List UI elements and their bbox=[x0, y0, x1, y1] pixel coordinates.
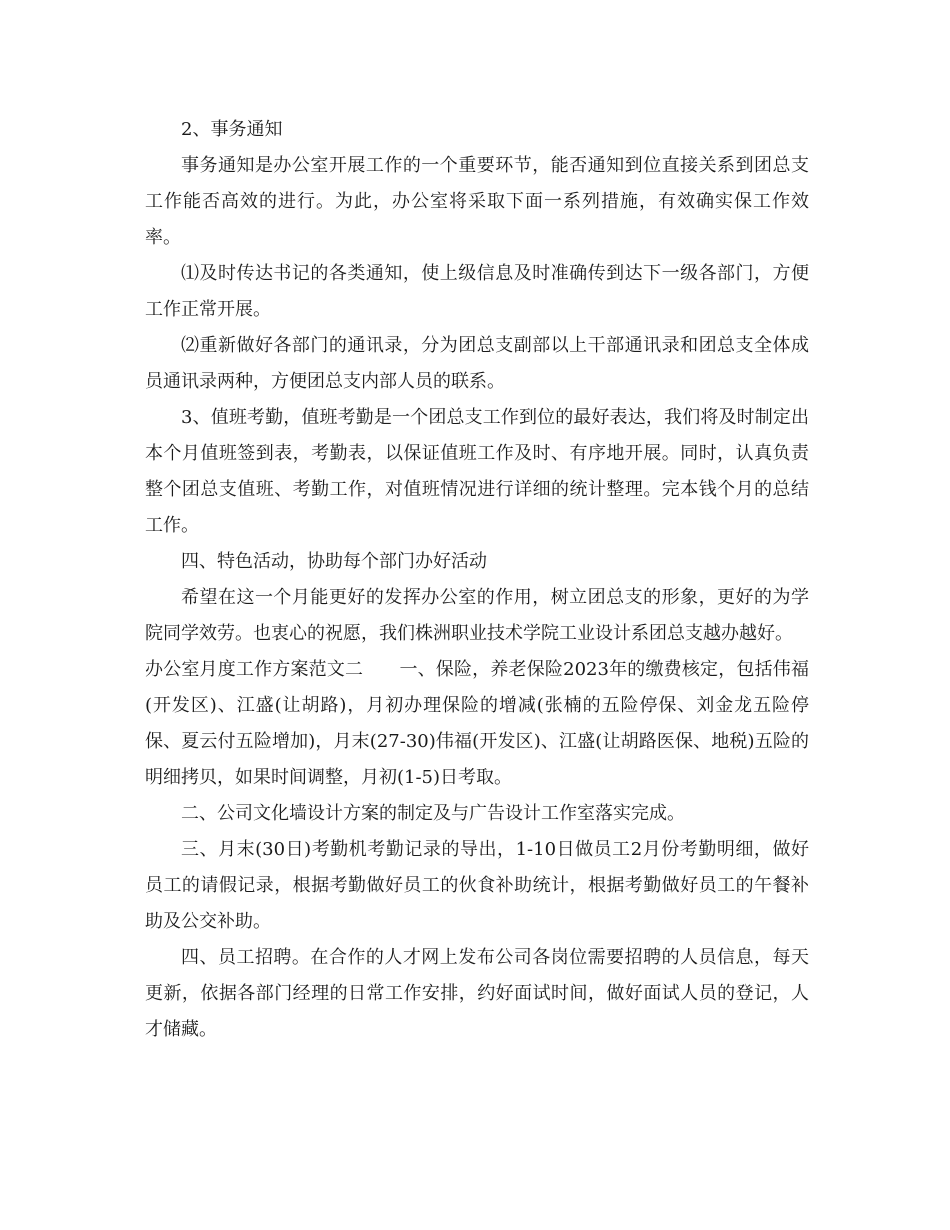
section-title: 办公室月度工作方案范文二 bbox=[145, 659, 364, 680]
heading-affairs-notice: 2、事务通知 bbox=[181, 119, 283, 140]
paragraph-attendance-export: 三、月末(30日)考勤机考勤记录的导出，1-10日做员工2月份考勤明细，做好员工的请假记录，根据考勤做好员工的伙食补助统计，根据考勤做好员工的午餐补助及公交补助。 bbox=[145, 839, 809, 932]
paragraph-affairs-intro: 事务通知是办公室开展工作的一个重要环节，能否通知到位直接关系到团总支工作能否高效的进行。为此，办公室将采取下面一系列措施，有效确实保工作效率。 bbox=[145, 155, 809, 248]
paragraph-recruitment: 四、员工招聘。在合作的人才网上发布公司各岗位需要招聘的人员信息，每天更新，依据各部门经理的日常工作安排，约好面试时间，做好面试人员的登记，人才储藏。 bbox=[145, 947, 809, 1040]
paragraph-item-2: ⑵重新做好各部门的通讯录，分为团总支副部以上干部通讯录和团总支全体成员通讯录两种，方便团总支内部人员的联系。 bbox=[145, 335, 809, 392]
paragraph-section-two bbox=[145, 652, 809, 796]
document-body bbox=[145, 112, 809, 1048]
paragraph-culture-wall: 二、公司文化墙设计方案的制定及与广告设计工作室落实完成。 bbox=[181, 803, 685, 824]
paragraph-duty-attendance: 3、值班考勤，值班考勤是一个团总支工作到位的最好表达，我们将及时制定出本个月值班签到表，考勤表，以保证值班工作及时、有序地开展。同时，认真负责整个团总支值班、考勤工作，对值班情况进行详细的统计整理。完本钱个月的总结工作。 bbox=[145, 407, 809, 536]
heading-special-activities: 四、特色活动，协助每个部门办好活动 bbox=[181, 551, 487, 572]
paragraph-item-1: ⑴及时传达书记的各类通知，使上级信息及时准确传到达下一级各部门，方便工作正常开展。 bbox=[145, 263, 809, 320]
paragraph-closing-wish: 希望在这一个月能更好的发挥办公室的作用，树立团总支的形象，更好的为学院同学效劳。也衷心的祝愿，我们株洲职业技术学院工业设计系团总支越办越好。 bbox=[145, 587, 809, 644]
paragraph-insurance: 一、保险，养老保险2023年的缴费核定，包括伟福(开发区)、江盛(让胡路)，月初办理保险的增减(张楠的五险停保、刘金龙五险停保、夏云付五险增加)，月末(27-30)伟福(开发区)、江盛(让胡路医保、地税)五险的明细拷贝，如果时间调整，月初(1-5)日考取。 bbox=[145, 659, 809, 788]
